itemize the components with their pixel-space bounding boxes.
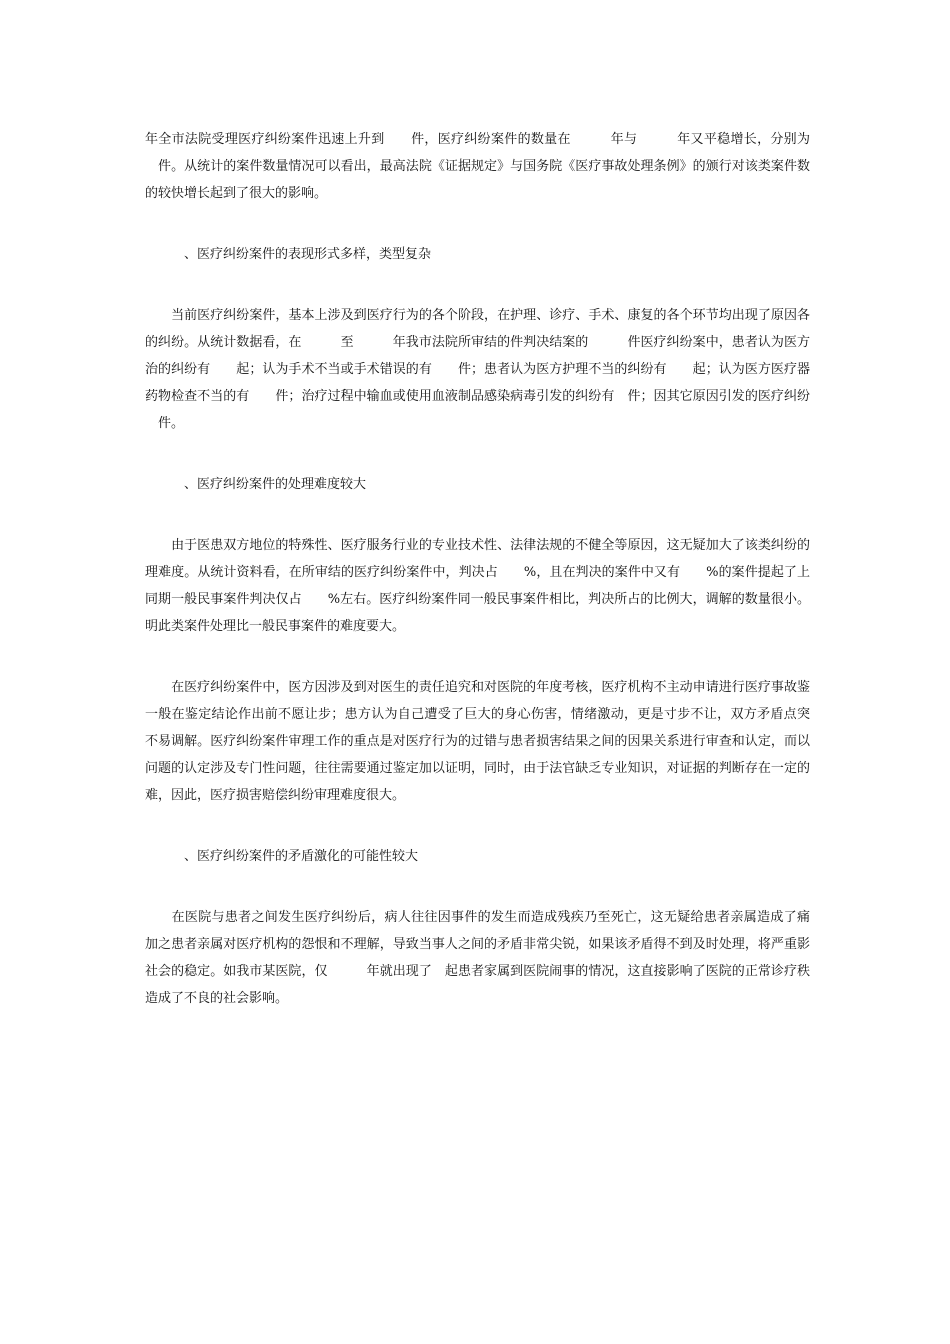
text-line: 在医院与患者之间发生医疗纠纷后，病人往往因事件的发生而造成残疾乃至死亡，这无疑给患者亲属造成了痛 [171, 910, 810, 925]
paragraph-difficulty-reasons [145, 674, 810, 809]
paragraph-gap [145, 640, 810, 674]
text-line: 件。 [145, 416, 185, 431]
paragraph-gap [145, 498, 810, 532]
text-line: 的纠纷。从统计数据看，在 至 年我市法院所审结的件判决结案的 件医疗纠纷案中，患者认为医方 [145, 335, 810, 350]
paragraph-gap [145, 870, 810, 904]
text-line: 造成了不良的社会影响。 [145, 991, 289, 1006]
text-line: 问题的认定涉及专门性问题，往往需要通过鉴定加以证明，同时，由于法官缺乏专业知识，对证据的判断存在一定的 [145, 761, 810, 776]
section-heading-types: 、医疗纠纷案件的表现形式多样，类型复杂 [145, 247, 432, 262]
text-line: 社会的稳定。如我市某医院，仅 年就出现了 起患者家属到医院闹事的情况，这直接影响了医院的正常诊疗秩 [145, 964, 810, 979]
paragraph-gap [145, 268, 810, 302]
paragraph-conflict [145, 904, 810, 1012]
paragraph-difficulty-stats [145, 532, 810, 640]
section-heading-difficulty: 、医疗纠纷案件的处理难度较大 [145, 477, 367, 492]
document-body [145, 126, 810, 1012]
section-heading-conflict: 、医疗纠纷案件的矛盾激化的可能性较大 [145, 849, 419, 864]
paragraph-case-statistics [145, 126, 810, 207]
text-line: 由于医患双方地位的特殊性、医疗服务行业的专业技术性、法律法规的不健全等原因，这无疑加大了该类纠纷的 [171, 538, 810, 553]
text-line: 加之患者亲属对医疗机构的怨恨和不理解，导致当事人之间的矛盾非常尖锐，如果该矛盾得不到及时处理，将严重影 [145, 937, 810, 952]
text-line: 件。从统计的案件数量情况可以看出，最高法院《证据规定》与国务院《医疗事故处理条例》的颁行对该类案件数 [158, 159, 810, 174]
text-line: 不易调解。医疗纠纷案件审理工作的重点是对医疗行为的过错与患者损害结果之间的因果关系进行审查和认定，而以 [145, 734, 810, 749]
text-line: 药物检查不当的有 件；治疗过程中输血或使用血液制品感染病毒引发的纠纷有 件；因其它原因引发的医疗纠纷 [145, 389, 810, 404]
paragraph-dispute-types [145, 302, 810, 437]
text-line: 的较快增长起到了很大的影响。 [145, 186, 328, 201]
text-line: 治的纠纷有 起；认为手术不当或手术错误的有 件；患者认为医方护理不当的纠纷有 起；认为医方医疗器 [145, 362, 810, 377]
paragraph-gap [145, 437, 810, 471]
paragraph-gap [145, 207, 810, 241]
text-line: 难，因此，医疗损害赔偿纠纷审理难度很大。 [145, 788, 406, 803]
text-line: 在医疗纠纷案件中，医方因涉及到对医生的责任追究和对医院的年度考核，医疗机构不主动申请进行医疗事故鉴 [171, 680, 810, 695]
paragraph-gap [145, 809, 810, 843]
text-line: 当前医疗纠纷案件，基本上涉及到医疗行为的各个阶段，在护理、诊疗、手术、康复的各个环节均出现了原因各 [171, 308, 810, 323]
text-line: 年全市法院受理医疗纠纷案件迅速上升到 件，医疗纠纷案件的数量在 年与 年又平稳增长，分别为 [145, 132, 810, 147]
text-line: 同期一般民事案件判决仅占 %左右。医疗纠纷案件同一般民事案件相比，判决所占的比例大，调解的数量很小。 [145, 592, 810, 607]
text-line: 明此类案件处理比一般民事案件的难度要大。 [145, 619, 406, 634]
text-line: 一般在鉴定结论作出前不愿让步；患方认为自己遭受了巨大的身心伤害，情绪激动，更是寸步不让，双方矛盾点突 [145, 707, 810, 722]
text-line: 理难度。从统计资料看，在所审结的医疗纠纷案件中，判决占 %，且在判决的案件中又有 %的案件提起了上 [145, 565, 810, 580]
